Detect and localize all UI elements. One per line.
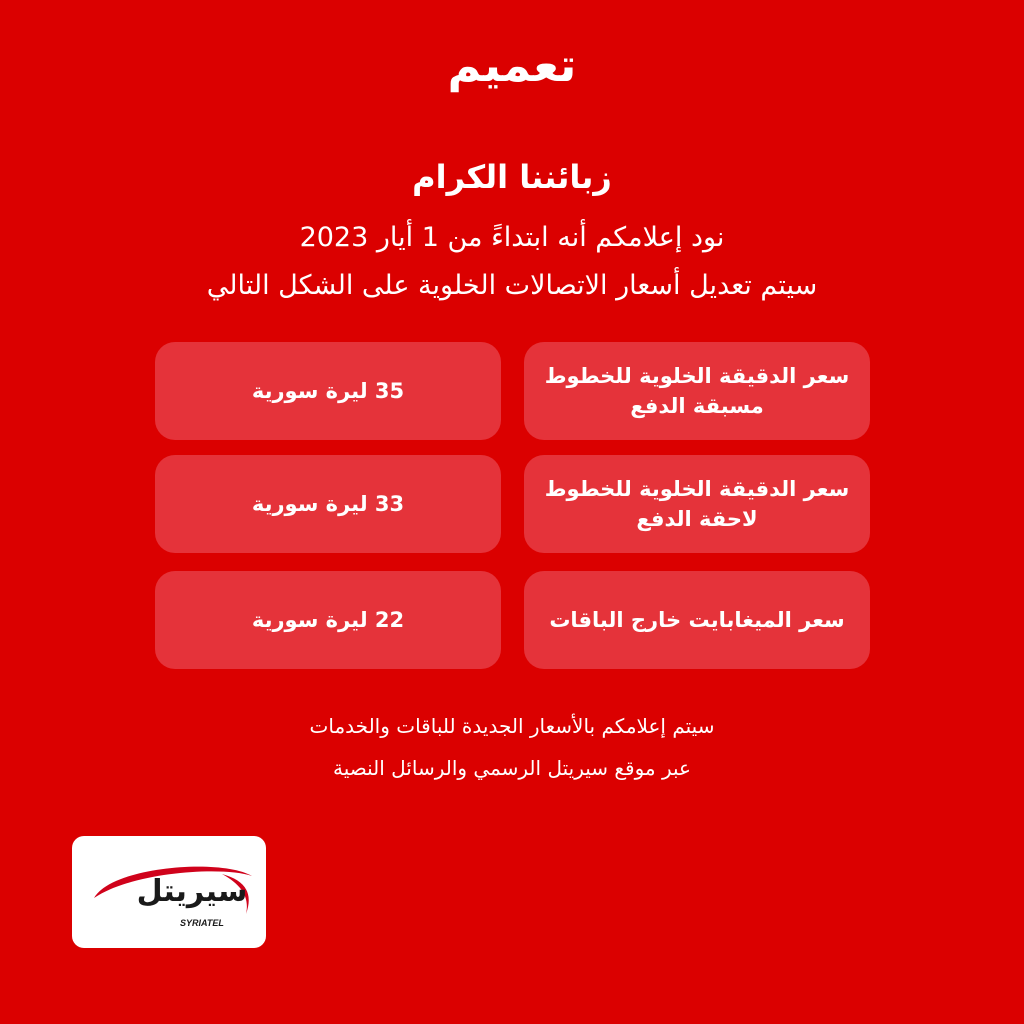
price-row xyxy=(155,455,870,553)
price-label: سعر الميغابايت خارج الباقات xyxy=(524,571,870,669)
price-row xyxy=(155,342,870,440)
syriatel-logo xyxy=(72,836,266,948)
price-value: 22 ليرة سورية xyxy=(155,571,501,669)
footer-line-1: سيتم إعلامكم بالأسعار الجديدة للباقات والخدمات xyxy=(309,714,715,738)
greeting-heading: زبائننا الكرام xyxy=(412,158,612,196)
price-value: 33 ليرة سورية xyxy=(155,455,501,553)
intro-line-1: نود إعلامكم أنه ابتداءً من 1 أيار 2023 xyxy=(299,222,725,253)
logo-latin-text: SYRIATEL xyxy=(180,918,224,928)
price-label: سعر الدقيقة الخلوية للخطوط مسبقة الدفع xyxy=(524,342,870,440)
price-label: سعر الدقيقة الخلوية للخطوط لاحقة الدفع xyxy=(524,455,870,553)
price-row xyxy=(155,571,870,669)
footer-line-2: عبر موقع سيريتل الرسمي والرسائل النصية xyxy=(333,756,691,780)
price-value: 35 ليرة سورية xyxy=(155,342,501,440)
intro-line-2: سيتم تعديل أسعار الاتصالات الخلوية على الشكل التالي xyxy=(206,270,818,301)
announcement-title: تعميم xyxy=(447,38,577,92)
logo-arabic-text: سيريتل xyxy=(136,874,248,909)
